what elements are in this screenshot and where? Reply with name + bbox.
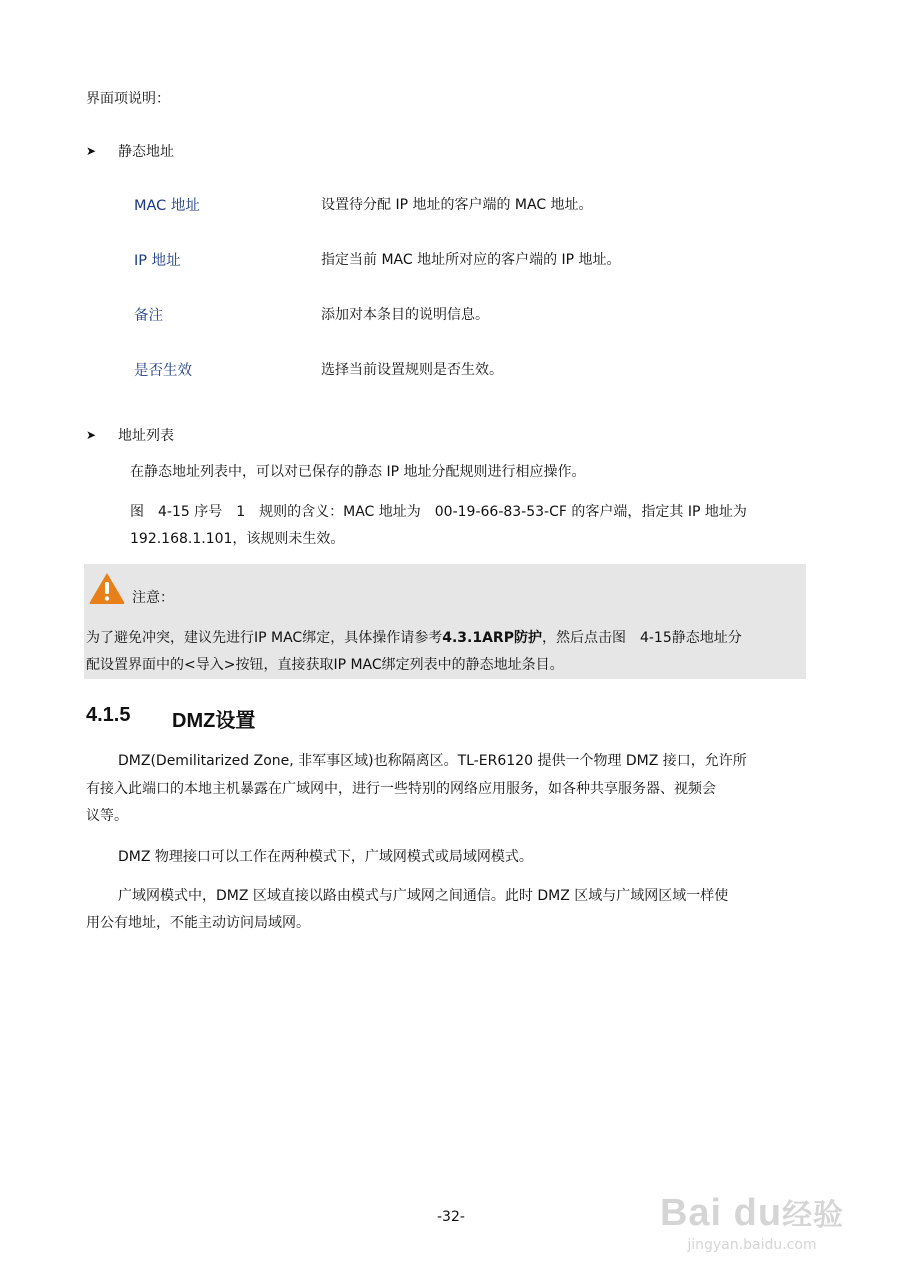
note-line2: 配设置界面中的<导入>按钮，直接获取IP MAC绑定列表中的静态地址条目。 — [86, 657, 564, 673]
note-line1 — [86, 629, 742, 647]
figure-explanation-line2: 192.168.1.101，该规则未生效。 — [130, 531, 345, 547]
desc-remark: 添加对本条目的说明信息。 — [321, 307, 489, 323]
section-title-static-address: 静态地址 — [118, 144, 174, 160]
note-text-a: 为了避免冲突，建议先进行IP MAC绑定，具体操作请参考 — [86, 630, 443, 646]
section-title-address-list: 地址列表 — [118, 428, 174, 444]
figure-explanation-line1: 图 4-15 序号 1 规则的含义：MAC 地址为 00-19-66-83-53-CF 的客户端，指定其 IP 地址为 — [130, 504, 747, 520]
note-reference-link: 4.3.1ARP防护 — [442, 630, 542, 646]
term-mac-address: MAC 地址 — [134, 198, 200, 214]
warning-icon — [88, 571, 126, 605]
watermark-url: jingyan.baidu.com — [687, 1237, 817, 1253]
desc-enabled: 选择当前设置规则是否生效。 — [321, 362, 503, 378]
desc-ip-address: 指定当前 MAC 地址所对应的客户端的 IP 地址。 — [321, 252, 621, 268]
watermark-brand: Bai du — [659, 1192, 783, 1234]
dmz-para1-line3: 议等。 — [86, 808, 128, 824]
dmz-para2: DMZ 物理接口可以工作在两种模式下，广域网模式或局域网模式。 — [118, 849, 533, 865]
note-label: 注意： — [132, 590, 174, 606]
baidu-watermark — [647, 1193, 857, 1254]
term-enabled: 是否生效 — [134, 363, 192, 379]
desc-mac-address: 设置待分配 IP 地址的客户端的 MAC 地址。 — [321, 197, 593, 213]
dmz-para3-line2: 用公有地址，不能主动访问局域网。 — [86, 915, 310, 931]
dmz-para1-line2: 有接入此端口的本地主机暴露在广域网中，进行一些特别的网络应用服务，如各种共享服务器、视频会 — [86, 781, 716, 797]
dmz-para1-line1: DMZ(Demilitarized Zone, 非军事区域)也称隔离区。TL-ER6120 提供一个物理 DMZ 接口，允许所 — [118, 753, 747, 769]
dmz-para3-line1: 广域网模式中，DMZ 区域直接以路由模式与广域网之间通信。此时 DMZ 区域与广域网区域一样使 — [118, 888, 729, 904]
address-list-paragraph: 在静态地址列表中，可以对已保存的静态 IP 地址分配规则进行相应操作。 — [130, 464, 586, 480]
term-ip-address: IP 地址 — [134, 253, 181, 269]
intro-label: 界面项说明： — [86, 91, 170, 107]
term-remark: 备注 — [134, 308, 163, 324]
section-heading-dmz: DMZ设置 — [172, 710, 256, 732]
section-number: 4.1.5 — [86, 704, 131, 726]
bullet-arrow-icon: ➤ — [86, 144, 97, 158]
note-text-b: ，然后点击图 4-15静态地址分 — [541, 630, 742, 646]
watermark-suffix: 经验 — [782, 1199, 845, 1232]
page-number: -32- — [437, 1209, 465, 1225]
bullet-arrow-icon: ➤ — [86, 428, 97, 442]
